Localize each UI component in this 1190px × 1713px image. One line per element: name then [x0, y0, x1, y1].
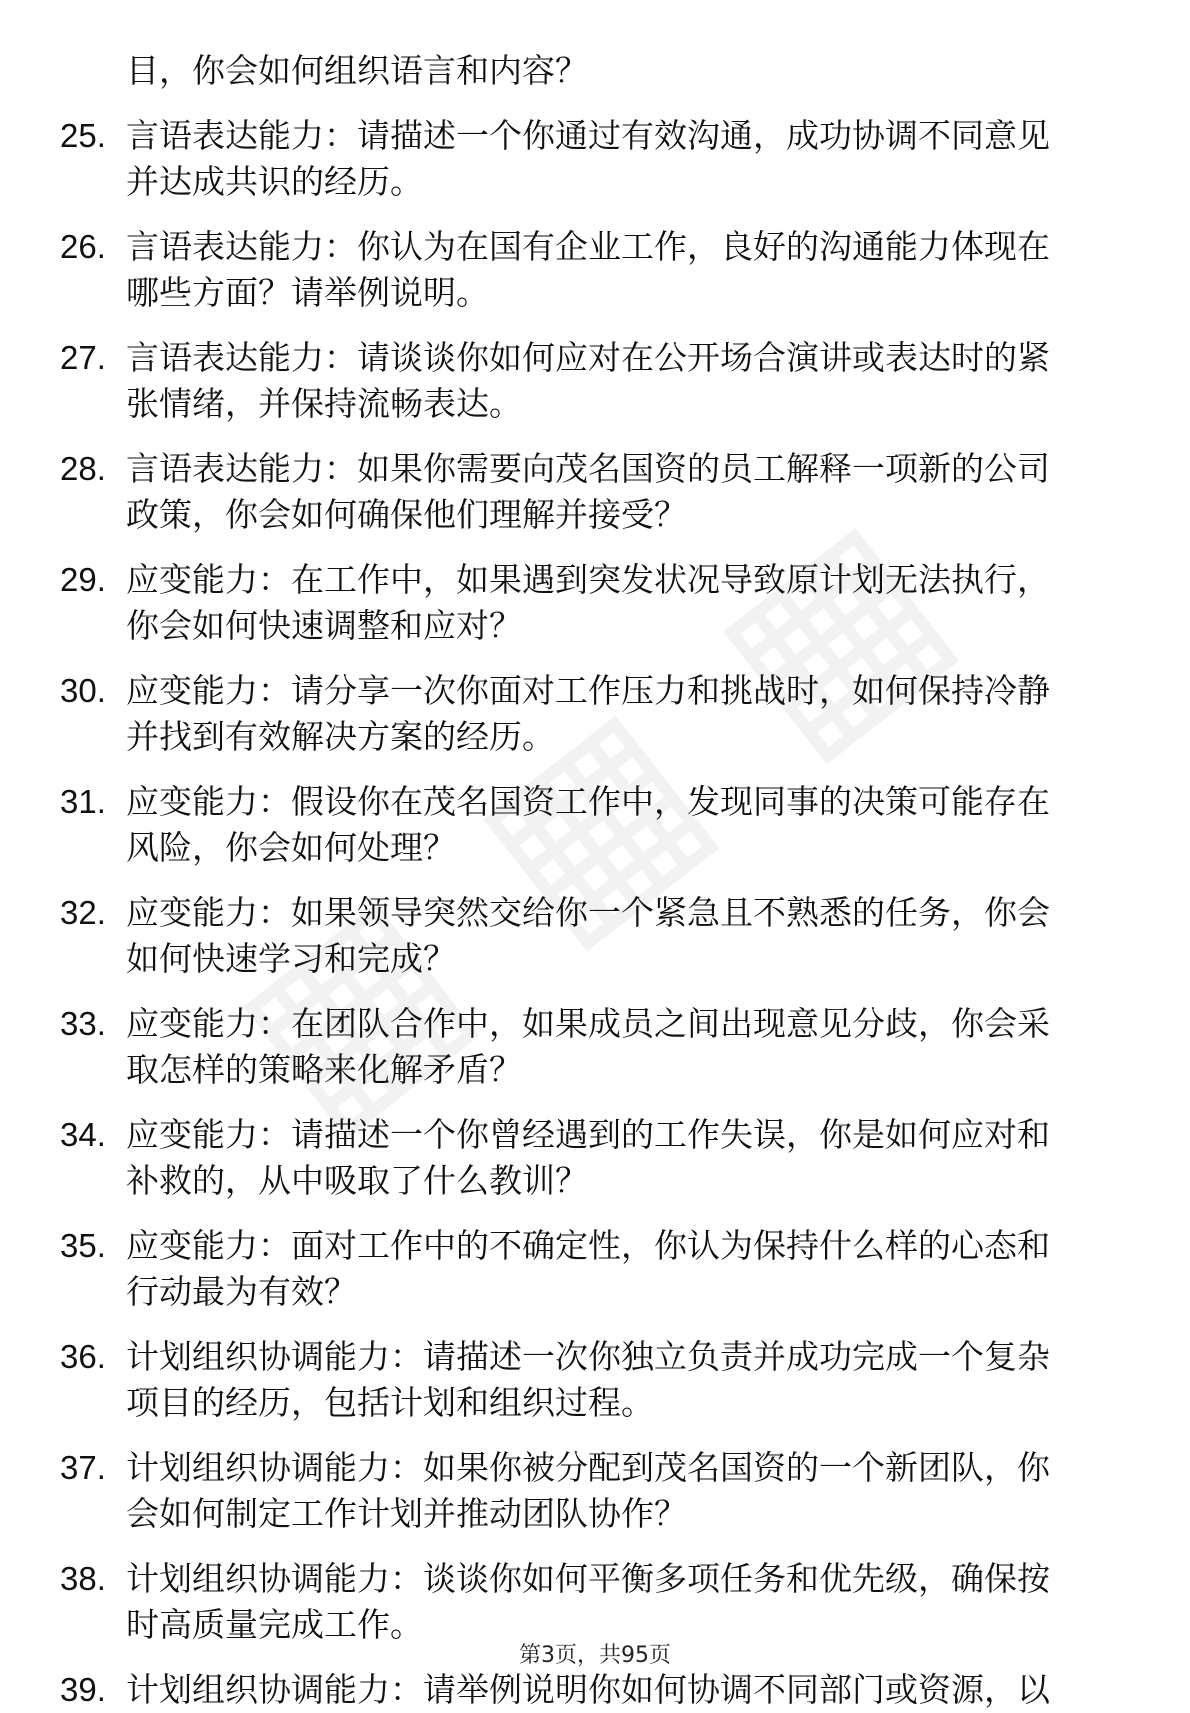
question-text-line: 你会如何快速调整和应对？ — [126, 606, 522, 645]
question-number: 35. — [60, 1227, 106, 1264]
question-text-line: 政策，你会如何确保他们理解并接受？ — [126, 495, 687, 534]
question-text-line: 计划组织协调能力：请描述一次你独立负责并成功完成一个复杂 — [126, 1337, 1050, 1376]
question-text-line: 如何快速学习和完成？ — [126, 939, 456, 978]
question-text-line: 计划组织协调能力：如果你被分配到茂名国资的一个新团队，你 — [126, 1448, 1050, 1487]
question-number: 29. — [60, 561, 106, 598]
question-item — [60, 1334, 1120, 1426]
question-text-line: 应变能力：面对工作中的不确定性，你认为保持什么样的心态和 — [126, 1226, 1050, 1265]
question-text-line: 计划组织协调能力：谈谈你如何平衡多项任务和优先级，确保按 — [126, 1559, 1050, 1598]
question-content — [60, 48, 1120, 1713]
question-number: 34. — [60, 1116, 106, 1153]
question-text-line: 应变能力：在团队合作中，如果成员之间出现意见分歧，你会采 — [126, 1004, 1050, 1043]
question-text-line: 时高质量完成工作。 — [126, 1605, 423, 1644]
question-item — [60, 557, 1120, 649]
question-text-line: 哪些方面？请举例说明。 — [126, 273, 489, 312]
question-item — [60, 1556, 1120, 1648]
question-text-line: 项目的经历，包括计划和组织过程。 — [126, 1383, 654, 1422]
question-number: 39. — [60, 1671, 106, 1708]
question-item — [60, 1001, 1120, 1093]
question-number: 27. — [60, 339, 106, 376]
question-text-line: 应变能力：请分享一次你面对工作压力和挑战时，如何保持冷静 — [126, 671, 1050, 710]
question-item — [60, 1112, 1120, 1204]
question-number: 37. — [60, 1449, 106, 1486]
question-text-line: 应变能力：请描述一个你曾经遇到的工作失误，你是如何应对和 — [126, 1115, 1050, 1154]
question-text-line: 行动最为有效？ — [126, 1272, 357, 1311]
question-item — [60, 446, 1120, 538]
question-item — [60, 113, 1120, 205]
question-text-line: 应变能力：如果领导突然交给你一个紧急且不熟悉的任务，你会 — [126, 893, 1050, 932]
question-text-line: 风险，你会如何处理？ — [126, 828, 456, 867]
question-item — [60, 890, 1120, 982]
question-list — [60, 113, 1120, 1713]
question-text-line: 言语表达能力：请谈谈你如何应对在公开场合演讲或表达时的紧 — [126, 338, 1050, 377]
question-number: 36. — [60, 1338, 106, 1375]
question-number: 28. — [60, 450, 106, 487]
question-number: 31. — [60, 783, 106, 820]
question-text-line: 言语表达能力：请描述一个你通过有效沟通，成功协调不同意见 — [126, 116, 1050, 155]
question-number: 32. — [60, 894, 106, 931]
question-number: 30. — [60, 672, 106, 709]
question-text-line: 言语表达能力：如果你需要向茂名国资的员工解释一项新的公司 — [126, 449, 1050, 488]
question-text-line: 会如何制定工作计划并推动团队协作？ — [126, 1494, 687, 1533]
question-text-line: 张情绪，并保持流畅表达。 — [126, 384, 522, 423]
question-item — [60, 668, 1120, 760]
question-text-line: 并找到有效解决方案的经历。 — [126, 717, 555, 756]
question-text-line: 应变能力：在工作中，如果遇到突发状况导致原计划无法执行， — [126, 560, 1050, 599]
question-number: 25. — [60, 117, 106, 154]
question-item — [60, 779, 1120, 871]
question-item — [60, 1223, 1120, 1315]
question-text-line: 言语表达能力：你认为在国有企业工作，良好的沟通能力体现在 — [126, 227, 1050, 266]
question-item — [60, 335, 1120, 427]
question-number: 26. — [60, 228, 106, 265]
page-footer: 第3页，共95页 — [519, 1643, 671, 1668]
question-item — [60, 1667, 1120, 1713]
continuation-line: 目，你会如何组织语言和内容？ — [126, 51, 588, 90]
question-text-line: 计划组织协调能力：请举例说明你如何协调不同部门或资源，以 — [126, 1670, 1050, 1709]
question-number: 33. — [60, 1005, 106, 1042]
question-text-line: 补救的，从中吸取了什么教训？ — [126, 1161, 588, 1200]
question-item — [60, 224, 1120, 316]
question-text-line: 应变能力：假设你在茂名国资工作中，发现同事的决策可能存在 — [126, 782, 1050, 821]
question-text-line: 取怎样的策略来化解矛盾？ — [126, 1050, 522, 1089]
question-number: 38. — [60, 1560, 106, 1597]
question-text-line: 并达成共识的经历。 — [126, 162, 423, 201]
question-item — [60, 1445, 1120, 1537]
